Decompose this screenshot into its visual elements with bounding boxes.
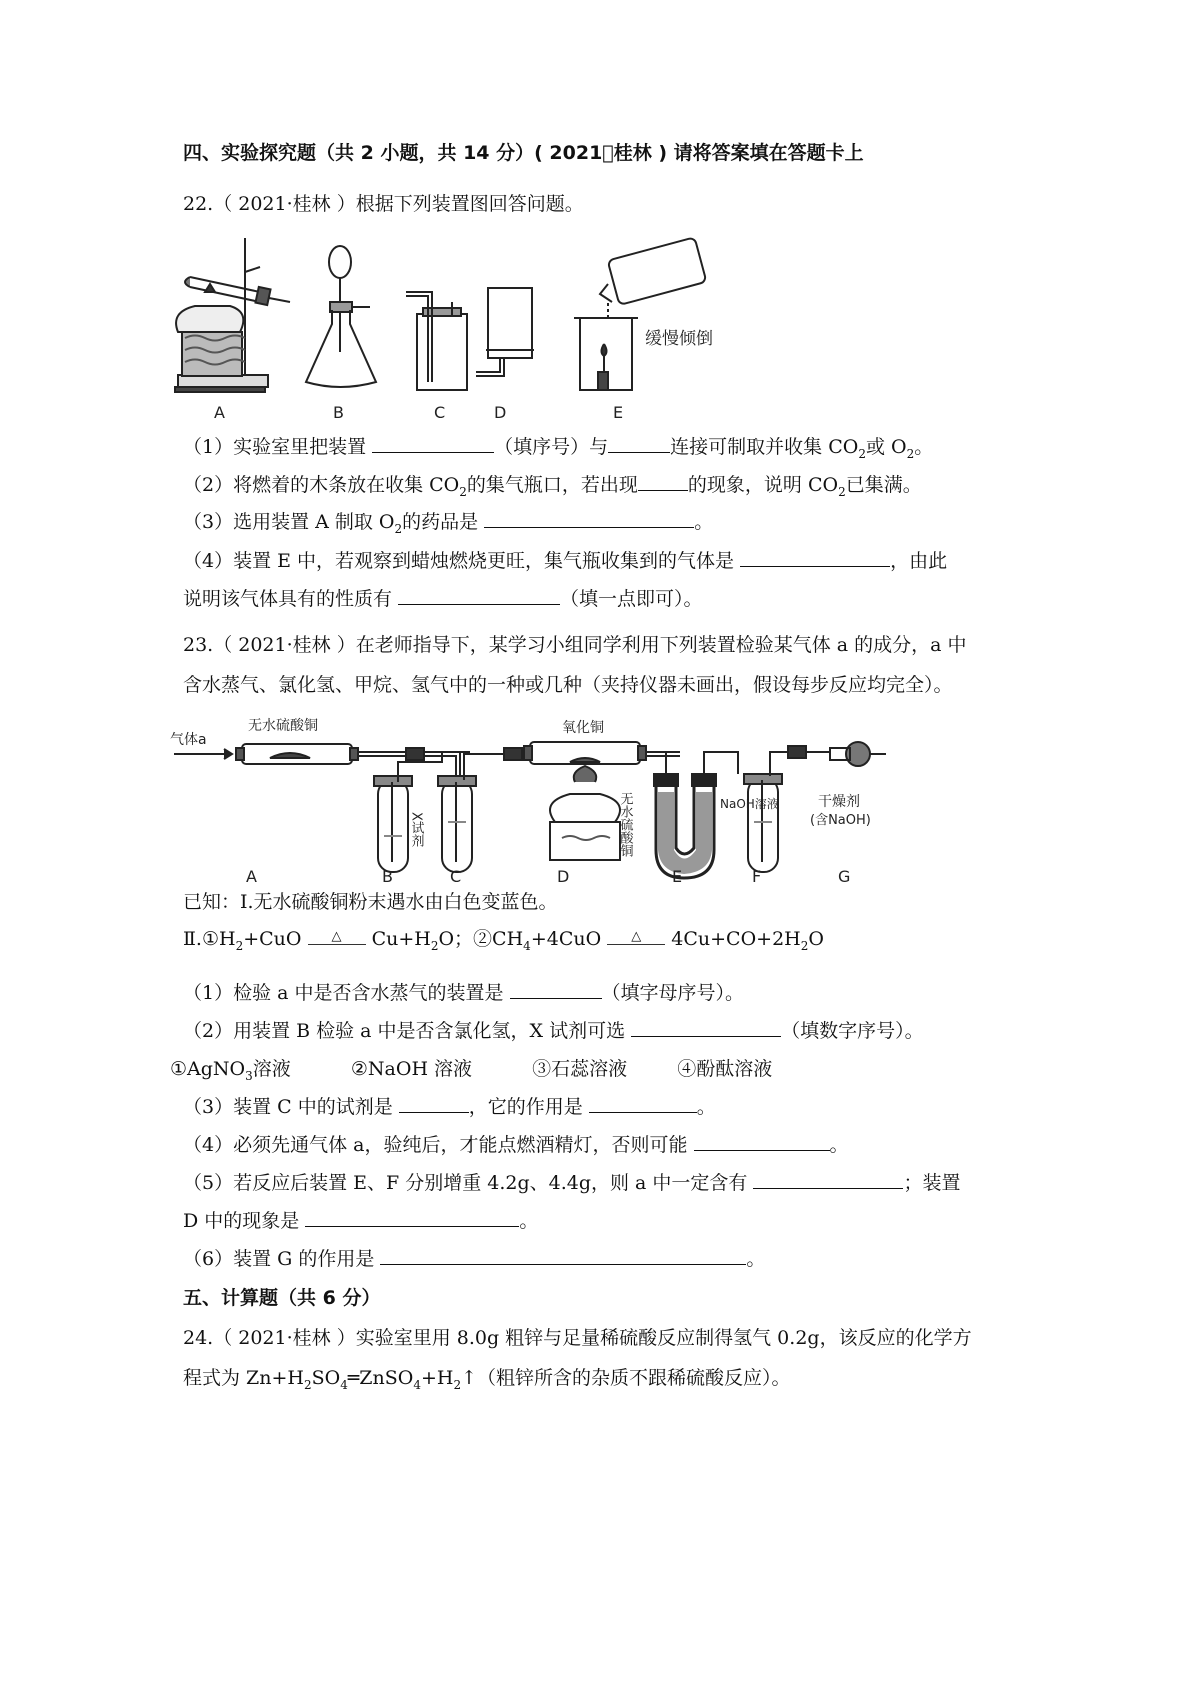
slow-pour-note: 缓慢倾倒 [645, 329, 713, 349]
answer-blank[interactable] [740, 548, 890, 567]
q24-line2-d: +H [420, 1367, 454, 1389]
q24-line2-a: 程式为 Zn+H [183, 1367, 304, 1389]
q23-stem2: 含水蒸气、氯化氢、甲烷、氢气中的一种或几种（夹持仪器未画出，假设每步反应均完全）。 [183, 674, 953, 696]
naoh-solution-label: NaOH溶液 [720, 797, 779, 811]
heat-condition [607, 926, 665, 952]
q22-p3-text-a: （3）选用装置 A 制取 O [183, 511, 395, 533]
q23-part4 [183, 1132, 849, 1158]
q22-p4-text-a: （4）装置 E 中，若观察到蜡烛燃烧更旺，集气瓶收集到的气体是 [183, 550, 741, 572]
label-a: A [246, 867, 257, 886]
apparatus-a [175, 238, 290, 392]
section-5-title [183, 1285, 380, 1311]
option-4[interactable]: ④酚酞溶液 [677, 1058, 773, 1080]
q23-p5-text-d: 。 [519, 1210, 539, 1232]
q23-part3 [183, 1094, 716, 1120]
q22-p1-text-b: （填序号）与 [494, 436, 609, 458]
eq-part-d: O；②CH [438, 928, 524, 950]
q22-part4 [183, 548, 947, 574]
option-1[interactable]: ①AgNO$_3$溶液 [170, 1058, 291, 1083]
eq-part-b: +CuO [243, 928, 302, 950]
option-2[interactable]: ②NaOH 溶液 [350, 1058, 473, 1080]
section-5-title-text: 五、计算题（共 6 分） [183, 1287, 381, 1309]
q23-stem-line2 [183, 672, 953, 698]
q23-part6 [183, 1246, 765, 1272]
label-f: F [752, 867, 762, 886]
q22-p2-text-d: 已集满。 [845, 474, 922, 496]
x-reagent-label: X试剂 [408, 812, 424, 847]
apparatus-c [406, 292, 467, 390]
answer-blank[interactable] [399, 1094, 469, 1113]
q22-p1-text-e: 。 [914, 436, 934, 458]
q22-p4-text-d: （填一点即可）。 [560, 588, 703, 610]
answer-blank[interactable] [484, 509, 694, 528]
q23-p2-text-a: （2）用装置 B 检验 a 中是否含氯化氢，X 试剂可选 [183, 1020, 632, 1042]
label-d: D [557, 867, 570, 886]
q23-p5-text-c: D 中的现象是 [183, 1210, 306, 1232]
q23-p6-text-b: 。 [746, 1248, 766, 1270]
desiccant-sub-label: (含NaOH) [810, 813, 871, 828]
q23-stem1: 23.（ 2021·桂林 ）在老师指导下，某学习小组同学利用下列装置检验某气体 a 的成分，a 中 [183, 634, 967, 656]
q22-part1: （1）实验室里把装置 （填序号）与 连接可制取并收集 $CO_2$或 $O_2$。 [183, 436, 934, 461]
label-e: E [672, 867, 683, 886]
label-d: D [494, 403, 507, 422]
q22-p3-text-c: 。 [694, 511, 714, 533]
q22-stem [183, 191, 584, 217]
q22-p3-text-b: 的药品是 [402, 511, 485, 533]
label-g: G [838, 867, 851, 886]
q23-p4-text-a: （4）必须先通气体 a，验纯后，才能点燃酒精灯，否则可能 [183, 1134, 694, 1156]
eq-part-g: O [808, 928, 824, 950]
q24-line1 [183, 1325, 972, 1351]
q23-p1-text-b: （填字母序号）。 [601, 982, 745, 1004]
eq-part-c: Cu+H [371, 928, 431, 950]
answer-blank[interactable] [398, 586, 560, 605]
eq-part-e: +4CuO [530, 928, 602, 950]
option-1-text: ①AgNO [170, 1058, 246, 1080]
label-e: E [613, 403, 624, 422]
q22-part4-cont [183, 586, 703, 612]
q23-p4-text-b: 。 [829, 1134, 849, 1156]
answer-blank[interactable] [589, 1094, 697, 1113]
q23-part5-cont [183, 1208, 538, 1234]
q22-p4-text-b: ，由此 [890, 550, 948, 572]
q23-apparatus-figure [170, 712, 1070, 888]
q22-p2-text-c: 的现象，说明 CO [687, 474, 839, 496]
q23-p3-text-a: （3）装置 C 中的试剂是 [183, 1096, 399, 1118]
answer-blank[interactable] [510, 980, 602, 999]
answer-blank[interactable] [305, 1208, 519, 1227]
q23-p3-text-b: ，它的作用是 [468, 1096, 589, 1118]
q23-p1-text-a: （1）检验 a 中是否含水蒸气的装置是 [183, 982, 510, 1004]
heat-condition [308, 926, 366, 952]
section-4-title-text: 四、实验探究题（共 2 小题，共 14 分）( 2021 桂林 ) 请将答案填在答题卡上 [183, 142, 864, 164]
delta-icon: △ [331, 929, 342, 944]
q22-stem-text: 22.（ 2021·桂林 ）根据下列装置图回答问题。 [183, 193, 584, 215]
option-3[interactable]: ③石蕊溶液 [532, 1058, 628, 1080]
delta-icon: △ [631, 929, 642, 944]
q23-part5 [183, 1170, 960, 1196]
q23-p3-text-c: 。 [696, 1096, 716, 1118]
apparatus-e [574, 237, 706, 390]
q23-part1 [183, 980, 744, 1006]
answer-blank[interactable] [638, 472, 688, 491]
known-1-text: 已知：Ⅰ.无水硫酸铜粉末遇水由白色变蓝色。 [183, 891, 558, 913]
anhydrous-cuso4-label: 无水硫酸铜 [248, 718, 318, 734]
q22-p1-text-a: （1）实验室里把装置 [183, 436, 373, 458]
label-c: C [434, 403, 446, 422]
q23-p2-text-b: （填数字序号）。 [781, 1020, 924, 1042]
known-1 [183, 889, 558, 915]
answer-blank[interactable] [694, 1132, 830, 1151]
section-4-title [183, 140, 864, 166]
gas-a-label: 气体a [170, 732, 207, 748]
q22-p1-text-c: 连接可制取并收集 CO [670, 436, 859, 458]
q23-p6-text-a: （6）装置 G 的作用是 [183, 1248, 381, 1270]
q23-part2 [183, 1018, 924, 1044]
label-a: A [214, 403, 225, 422]
answer-blank[interactable] [753, 1170, 903, 1189]
label-b: B [382, 867, 393, 886]
eq-part-a: Ⅱ.①H [183, 928, 236, 950]
q24-line2: 程式为 $Zn+H_2SO_4═ZnSO_4+H_2↑$（粗锌所含的杂质不跟稀硫酸反应）。 [183, 1367, 791, 1392]
q24-line2-e: ↑（粗锌所含的杂质不跟稀硫酸反应）。 [461, 1367, 791, 1389]
q23-p5-text-b: ；装置 [903, 1172, 961, 1194]
answer-blank[interactable] [631, 1018, 781, 1037]
apparatus-b [306, 246, 376, 387]
known-2-equations: $Ⅱ.①H_2+CuO$ △ $Cu+H_2O$；$②CH_4+4CuO$ △ $4Cu+CO+2H_2O$ [183, 926, 824, 959]
q22-p2-text-a: （2）将燃着的木条放在收集 CO [183, 474, 460, 496]
option-1-suffix: 溶液 [252, 1058, 291, 1080]
eq-part-f: 4Cu+CO+2H [671, 928, 801, 950]
q23-options [170, 1056, 772, 1089]
label-b: B [333, 403, 344, 422]
desiccant-label: 干燥剂 [818, 794, 860, 810]
q24-line1-text: 24.（ 2021·桂林 ）实验室里用 8.0g 粗锌与足量稀硫酸反应制得氢气 0.2g，该反应的化学方 [183, 1327, 972, 1349]
q22-p2-text-b: 的集气瓶口，若出现 [466, 474, 638, 496]
answer-blank[interactable] [608, 434, 670, 453]
q22-apparatus-figure [170, 232, 750, 424]
cuo-label: 氧化铜 [562, 720, 604, 736]
label-c: C [450, 867, 462, 886]
q23-p5-text-a: （5）若反应后装置 E、F 分别增重 4.2g、4.4g，则 a 中一定含有 [183, 1172, 754, 1194]
u-tube-cuso4-label: 无水硫酸铜 [617, 792, 633, 857]
q24-line2-b: SO [311, 1367, 341, 1389]
q23-stem-line1 [183, 632, 966, 658]
apparatus-d [476, 288, 534, 376]
q24-line2-c: ═ZnSO [347, 1367, 414, 1389]
q22-part3: （3）选用装置 A 制取 $O_2$的药品是 。 [183, 511, 714, 536]
q22-part2: （2）将燃着的木条放在收集 $CO_2$的集气瓶口，若出现 的现象，说明 $CO_2$已集满。 [183, 474, 922, 499]
answer-blank[interactable] [380, 1246, 746, 1265]
q22-p1-text-d: 或 O [865, 436, 907, 458]
answer-blank[interactable] [372, 434, 494, 453]
q22-p4-text-c: 说明该气体具有的性质有 [183, 588, 399, 610]
